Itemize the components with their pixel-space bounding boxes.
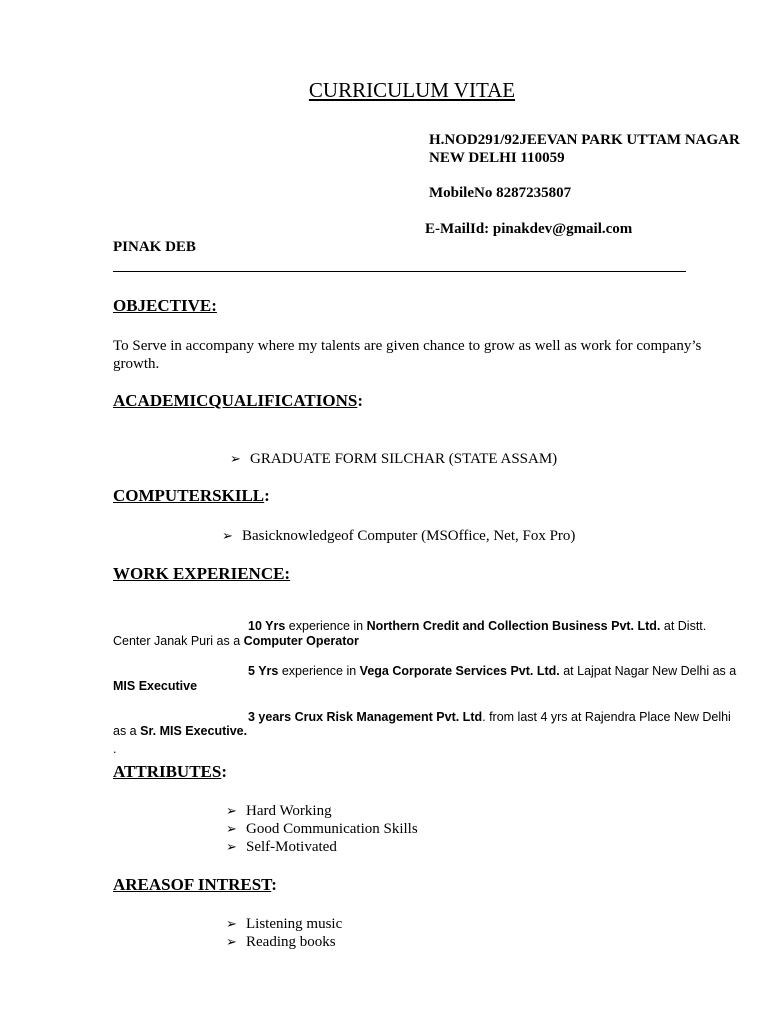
list-item: ➢ Self-Motivated (226, 839, 337, 855)
arrow-bullet-icon: ➢ (226, 821, 237, 836)
objective-heading: OBJECTIVE: (113, 296, 217, 315)
header-divider (113, 271, 686, 272)
arrow-bullet-icon: ➢ (226, 934, 237, 949)
objective-text-line-1: To Serve in accompany where my talents are given chance to grow as well as work for company’s (113, 338, 702, 354)
work-entry-line-2: MIS Executive (113, 679, 198, 693)
computer-skill-heading: COMPUTERSKILL: (113, 486, 270, 505)
list-item: ➢ GRADUATE FORM SILCHAR (STATE ASSAM) (230, 451, 558, 467)
arrow-bullet-icon: ➢ (226, 916, 237, 931)
arrow-bullet-icon: ➢ (230, 451, 241, 466)
work-experience-heading: WORK EXPERIENCE: (113, 564, 291, 583)
trailing-dot: . (113, 742, 117, 756)
work-entry-line-2: Center Janak Puri as a Computer Operator (113, 634, 359, 648)
arrow-bullet-icon: ➢ (226, 839, 237, 854)
candidate-name: PINAK DEB (113, 239, 196, 255)
address-line-1: H.NOD291/92JEEVAN PARK UTTAM NAGAR (429, 132, 740, 148)
email-address: E-MailId: pinakdev@gmail.com (425, 221, 633, 237)
list-item: ➢ Basicknowledgeof Computer (MSOffice, Net, Fox Pro) (222, 528, 576, 544)
academic-heading: ACADEMICQUALIFICATIONS: (113, 391, 363, 410)
interests-heading: AREASOF INTREST: (113, 875, 277, 894)
arrow-bullet-icon: ➢ (222, 528, 233, 543)
mobile-number: MobileNo 8287235807 (429, 185, 572, 201)
document-title: CURRICULUM VITAE (308, 78, 516, 102)
work-entry: 3 years Crux Risk Management Pvt. Ltd. from last 4 yrs at Rajendra Place New Delhi (248, 710, 731, 724)
address-line-2: NEW DELHI 110059 (429, 150, 565, 166)
list-item: ➢ Listening music (226, 916, 343, 932)
list-item: ➢ Hard Working (226, 803, 332, 819)
list-item: ➢ Reading books (226, 934, 336, 950)
objective-text-line-2: growth. (113, 356, 160, 372)
work-entry: 10 Yrs experience in Northern Credit and Collection Business Pvt. Ltd. at Distt. (248, 619, 707, 633)
work-entry: 5 Yrs experience in Vega Corporate Services Pvt. Ltd. at Lajpat Nagar New Delhi as a (248, 664, 737, 678)
arrow-bullet-icon: ➢ (226, 803, 237, 818)
work-entry-line-2: as a Sr. MIS Executive. (113, 724, 248, 738)
attributes-heading: ATTRIBUTES: (113, 762, 228, 781)
list-item: ➢ Good Communication Skills (226, 821, 418, 837)
